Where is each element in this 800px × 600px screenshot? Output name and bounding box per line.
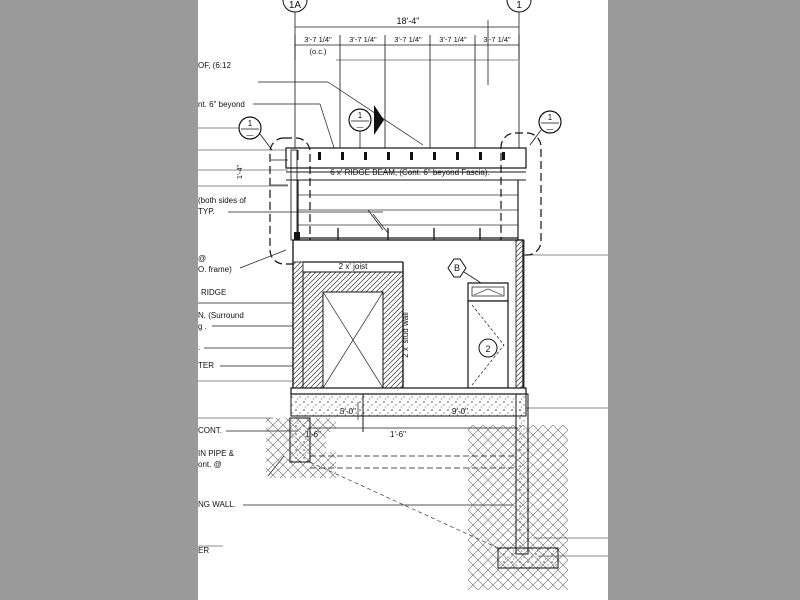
spacing-note: (o.c.) <box>309 47 327 56</box>
opening-width-dimension: 5'-0" <box>340 407 356 416</box>
overall-dimension-label: 18'-4" <box>396 16 420 26</box>
section-marker-right[interactable] <box>530 111 561 145</box>
grade-beam <box>291 394 526 416</box>
footing-left <box>290 418 310 462</box>
note-typ: TYP. <box>198 207 215 216</box>
note-ter: TER <box>198 361 214 370</box>
grid-bubble-1-label: 1 <box>516 0 522 11</box>
note-at: @ <box>198 254 207 263</box>
bay-dimension-1: 3'-7 1/4" <box>304 35 332 44</box>
door-tag-2-label: 2 <box>485 344 491 354</box>
note-dash: . <box>198 343 201 352</box>
floor-slab <box>291 388 526 394</box>
section-marker-right-sub: — <box>546 126 554 133</box>
grid-bubble-1a[interactable] <box>283 0 307 12</box>
grid-bubble-1[interactable] <box>507 0 531 12</box>
bay-dimension-5: 3'-7 1/4" <box>483 35 511 44</box>
grid-bubble-1a-label: 1A <box>288 0 302 11</box>
section-marker-right-number: 1 <box>547 113 553 122</box>
stud-wall-callout: 2 x' stud wall <box>401 312 410 358</box>
note-drain-pipe: IN PIPE & <box>198 449 235 458</box>
note-surround: N, (Surround <box>198 311 244 320</box>
note-frame: O. frame) <box>198 265 232 274</box>
drawing-sheet <box>198 0 608 600</box>
section-marker-center[interactable] <box>349 105 384 148</box>
bay-dimension-4: 3'-7 1/4" <box>439 35 467 44</box>
note-both-sides: (both sides of <box>198 196 247 205</box>
transom-window <box>468 283 508 301</box>
note-cont: CONT. <box>198 426 222 435</box>
door-tag-2[interactable] <box>479 339 497 357</box>
note-retaining-wall: NG WALL. <box>198 500 236 509</box>
right-width-dimension: 9'-0" <box>452 407 468 416</box>
retaining-wall-footing <box>498 548 558 568</box>
note-ridge: RIDGE <box>201 288 227 297</box>
note-g: g . <box>198 322 207 331</box>
section-drawing <box>198 0 608 600</box>
section-marker-center-number: 1 <box>357 111 363 120</box>
footing-mid-dimension: 1'-6" <box>390 430 406 439</box>
ridge-beam-callout: 6 x' RIDGE BEAM, (Cont. 6" beyond Fascia). <box>330 168 490 177</box>
section-marker-left[interactable] <box>239 117 272 150</box>
note-cont-at: ont. @ <box>198 460 222 469</box>
roof-fascia <box>286 148 526 168</box>
bay-dimension-3: 3'-7 1/4" <box>394 35 422 44</box>
left-height-dimension: 1'-4" <box>237 165 244 179</box>
window-tag-b-label: B <box>453 263 461 273</box>
note-cont-beyond: nt. 6" beyond <box>198 100 245 109</box>
note-roof-pitch: OF, (6:12 <box>198 61 231 70</box>
footing-left-dimension: 1'-6" <box>305 430 321 439</box>
joist-callout: 2 x' joist <box>338 262 368 271</box>
section-marker-center-sub: — <box>356 124 364 131</box>
retaining-wall <box>516 394 528 554</box>
bay-dimension-2: 3'-7 1/4" <box>349 35 377 44</box>
section-marker-left-sub: — <box>246 132 254 139</box>
section-marker-left-number: 1 <box>247 119 253 128</box>
note-er: ER <box>198 546 210 555</box>
